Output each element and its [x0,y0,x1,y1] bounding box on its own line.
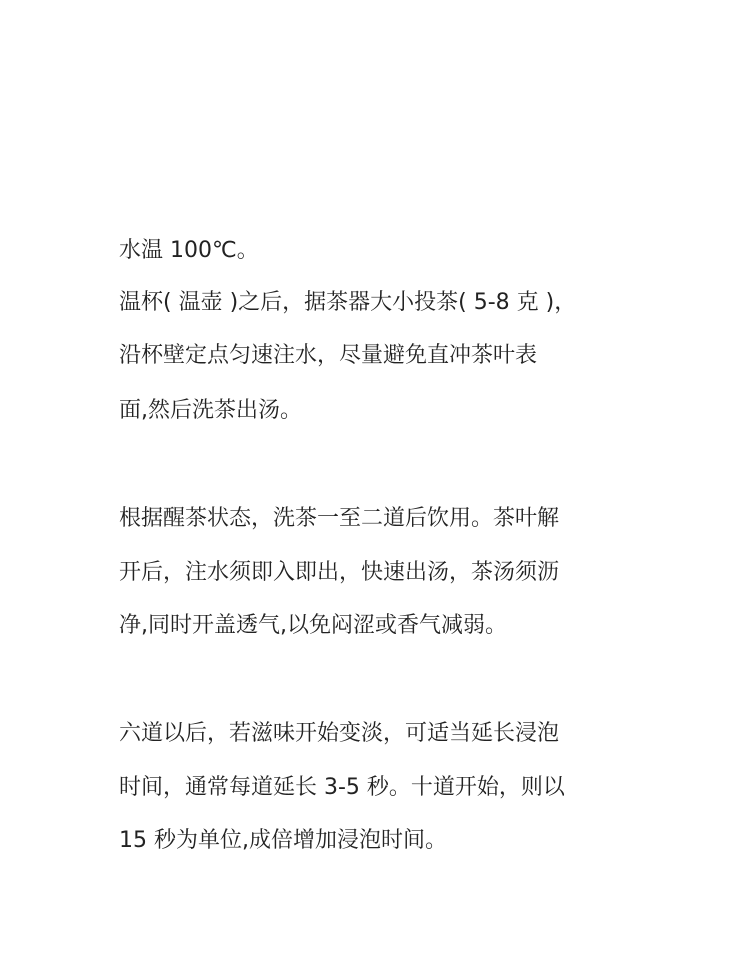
paragraph-wake-tea-line-2: 开后，注水须即入即出，快速出汤，茶汤须沥 [119,560,560,585]
paragraph-steeping-line-2: 时间，通常每道延长 3-5 秒。十道开始，则以 [119,775,565,800]
paragraph-warm-cup-line-1: 温杯( 温壶 )之后，据茶器大小投茶( 5-8 克 )， [119,290,577,315]
paragraph-steeping-line-1: 六道以后，若滋味开始变淡，可适当延长浸泡 [119,721,560,746]
paragraph-warm-cup-line-3: 面,然后洗茶出汤。 [119,398,302,423]
paragraph-water-temperature: 水温 100℃。 [119,238,259,263]
paragraph-wake-tea-line-1: 根据醒茶状态，洗茶一至二道后饮用。茶叶解 [119,506,560,531]
paragraph-wake-tea-line-3: 净,同时开盖透气,以免闷涩或香气减弱。 [119,613,507,638]
paragraph-warm-cup-line-2: 沿杯壁定点匀速注水，尽量避免直冲茶叶表 [119,343,538,368]
paragraph-steeping-line-3: 15 秒为单位,成倍增加浸泡时间。 [119,828,447,853]
